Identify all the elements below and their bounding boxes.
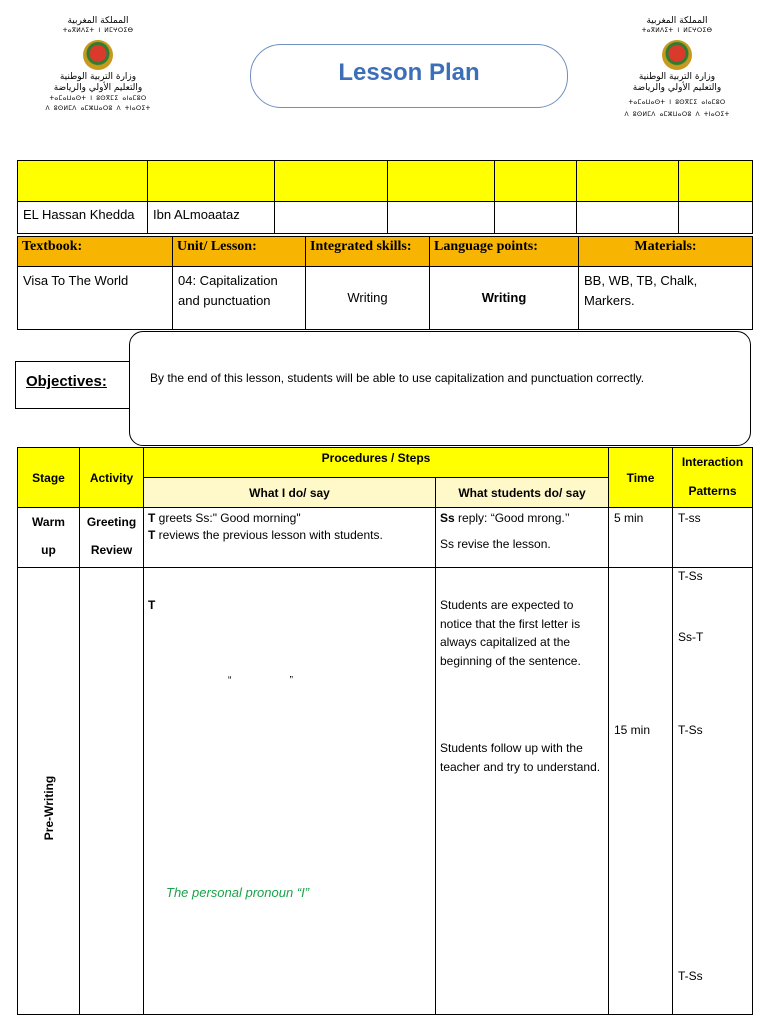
warmup-teacher-line1-text: greets Ss:" Good morning" [155,511,301,525]
header-right-kingdom-arabic: المملكة المغربية [646,16,708,26]
info-header-cell [18,161,148,202]
prewriting-stage-cell [18,568,80,1015]
teacher-name: EL Hassan Khedda [18,202,148,234]
lesson-table [17,236,753,330]
warmup-teacher-line1 [148,510,431,527]
title-banner [250,44,568,108]
integrated-skills-value: Writing [306,267,430,330]
prewriting-interaction-4: T-Ss [678,969,703,983]
warmup-stage-line1: Warm [32,515,65,529]
header-right-ministry-arabic-2: والتعليم الأولي والرياضة [632,83,722,93]
warmup-row [18,508,753,568]
prewriting-interaction-1: T-Ss [678,569,703,583]
warmup-activity-line1: Greeting [86,515,137,529]
students-abbr: Ss [440,511,455,525]
textbook-value: Visa To The World [18,267,173,330]
info-value-cell [577,202,679,234]
warmup-teacher-line2 [148,527,431,544]
teacher-abbr: T [148,511,156,525]
header-left-ministry-arabic-1: وزارة التربية الوطنية [59,72,137,82]
header-left-kingdom-arabic: المملكة المغربية [67,16,129,26]
info-value-cell [388,202,495,234]
prewriting-interaction-3: T-Ss [678,723,703,737]
info-value-row [18,202,753,234]
students-column-header: What students do/ say [436,478,609,508]
interaction-header-line1: Interaction [681,455,744,469]
unit-lesson-value: 04: Capitalization and punctuation [173,267,306,330]
page-title: Lesson Plan [338,59,480,86]
info-header-cell [679,161,753,202]
info-table [17,160,753,234]
objectives-text: By the end of this lesson, students will be able to use capitalization and punctuation correctly. [150,371,645,385]
prewriting-student-cell [436,568,609,1015]
header-right-ministry-tifinagh-2: ⴷ ⵓⵙⵍⵎⴷ ⴰⵎⵣⵡⴰⵔⵓ ⴷ ⵜⵏⴰⵔⵉⵜ [624,111,730,118]
header-right-kingdom-tifinagh: ⵜⴰⴳⵍⴷⵉⵜ ⵏ ⵍⵎⵖⵔⵉⴱ [641,27,713,34]
warmup-stage-line2: up [41,542,56,557]
lesson-value-row [18,267,753,330]
prewriting-quotes: “ ” [228,675,294,686]
info-header-cell [148,161,275,202]
pronoun-note: The personal pronoun “I” [166,885,310,900]
warmup-student-line1-text: reply: “Good mrong.’’ [454,511,570,525]
prewriting-student-text-1: Students are expected to notice that the first letter is always capitalized at the beginning of the sentence. [440,598,581,668]
textbook-header: Textbook: [18,237,173,267]
language-points-header: Language points: [430,237,579,267]
materials-header: Materials: [579,237,753,267]
info-header-cell [388,161,495,202]
warmup-student-actions [436,508,609,568]
prewriting-interaction-2: Ss-T [678,630,704,644]
teacher-column-header: What I do/ say [144,478,436,508]
unit-lesson-header: Unit/ Lesson: [173,237,306,267]
prewriting-stage-label: Pre-Writing [42,775,56,841]
info-value-cell [275,202,388,234]
prewriting-interaction-cell [673,568,753,1015]
procedures-table [17,447,753,1015]
procedures-header-row-1 [18,448,753,478]
objectives-label: Objectives: [26,373,107,390]
warmup-activity-line2: Review [90,542,133,557]
language-points-value: Writing [430,267,579,330]
info-value-cell [679,202,753,234]
materials-value: BB, WB, TB, Chalk, Markers. [579,267,753,330]
warmup-activity [80,508,144,568]
integrated-skills-header: Integrated skills: [306,237,430,267]
info-header-row [18,161,753,202]
header-left-ministry-tifinagh-1: ⵜⴰⵎⴰⵡⴰⵙⵜ ⵏ ⵓⵙⴳⵎⵉ ⴰⵏⴰⵎⵓⵔ [49,95,147,102]
prewriting-student-text-2: Students follow up with the teacher and try to understand. [440,741,601,774]
warmup-student-line1 [440,510,604,527]
lesson-header-row [18,237,753,267]
info-value-cell [495,202,577,234]
warmup-stage [18,508,80,568]
info-header-cell [495,161,577,202]
prewriting-time-cell [609,568,673,1015]
warmup-interaction: T-ss [673,508,753,568]
header-left-ministry-arabic-2: والتعليم الأولي والرياضة [53,83,143,93]
prewriting-teacher-cell [144,568,436,1015]
prewriting-teacher-t: T [148,598,156,612]
objectives-label-box [15,361,129,409]
prewriting-time: 15 min [614,723,651,737]
stage-header: Stage [18,448,80,508]
school-name: Ibn ALmoaataz [148,202,275,234]
header-left-ministry-tifinagh-2: ⴷ ⵓⵙⵍⵎⴷ ⴰⵎⵣⵡⴰⵔⵓ ⴷ ⵜⵏⴰⵔⵉⵜ [45,105,151,112]
objectives-box [129,331,751,446]
warmup-teacher-line2-text: reviews the previous lesson with students. [155,527,383,542]
header-right-ministry-tifinagh-1: ⵜⴰⵎⴰⵡⴰⵙⵜ ⵏ ⵓⵙⴳⵎⵉ ⴰⵏⴰⵎⵓⵔ [628,99,726,106]
interaction-header-line2: Patterns [688,483,737,498]
time-header: Time [609,448,673,508]
prewriting-row [18,568,753,1015]
procedures-steps-header: Procedures / Steps [144,448,609,478]
warmup-teacher-actions [144,508,436,568]
prewriting-activity-cell [80,568,144,1015]
activity-header: Activity [80,448,144,508]
moroccan-emblem-icon [662,40,692,70]
info-header-cell [577,161,679,202]
info-header-cell [275,161,388,202]
teacher-abbr: T [148,527,156,542]
interaction-patterns-header [673,448,753,508]
warmup-student-line2: Ss revise the lesson. [440,536,551,551]
header-left-kingdom-tifinagh: ⵜⴰⴳⵍⴷⵉⵜ ⵏ ⵍⵎⵖⵔⵉⴱ [62,27,134,34]
moroccan-emblem-icon [83,40,113,70]
header-right-ministry-arabic-1: وزارة التربية الوطنية [638,72,716,82]
warmup-time: 5 min [609,508,673,568]
